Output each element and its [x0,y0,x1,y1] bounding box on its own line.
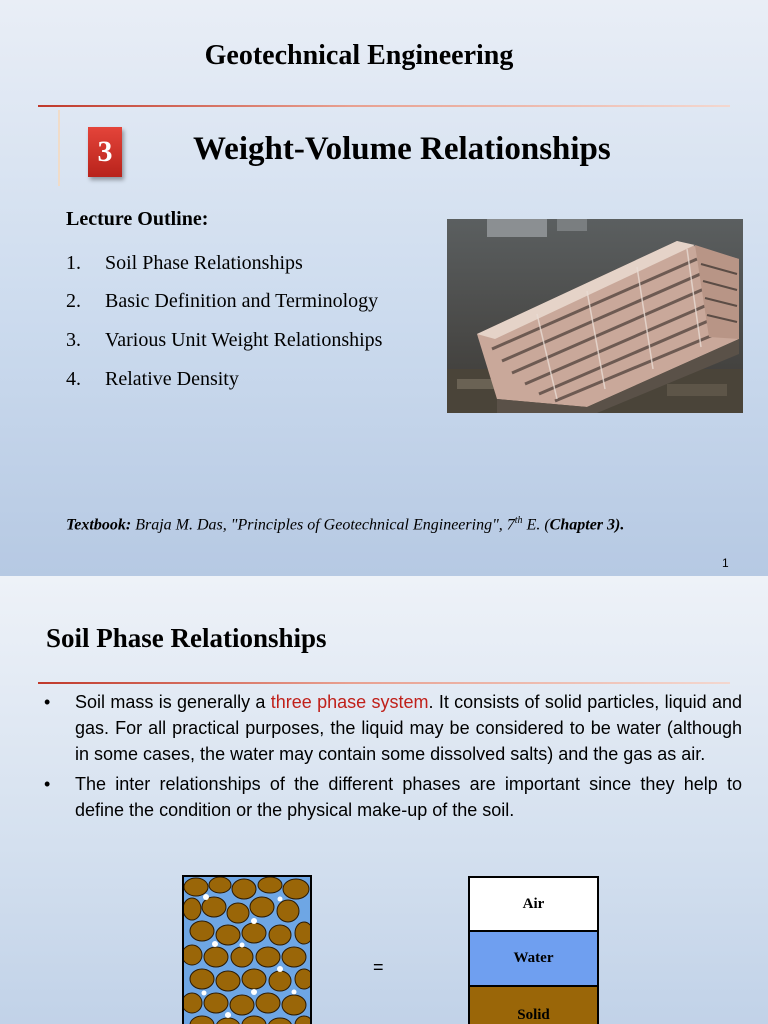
textbook-edition-sup: th [514,515,523,526]
phase-solid [468,985,599,1024]
bullet-text: The inter relationships of the different phases are important since they help to define the condition or the physical make-up of the soil. [75,774,742,820]
outline-item-number: 2. [66,290,81,312]
equals-sign: = [373,957,384,977]
textbook-label: Textbook: [66,516,132,534]
accent-bar [58,110,60,186]
soil-particles-diagram [182,875,312,1024]
slide-2 [0,576,768,1024]
phase-water [468,930,599,987]
bullet-dot: • [44,692,51,712]
outline-item-text: Various Unit Weight Relationships [105,329,383,351]
outline-item [66,290,378,313]
bullet-item [44,689,742,767]
textbook-ref: Braja M. Das, "Principles of Geotechnical Engineering", 7 [131,516,515,534]
outline-item [66,252,303,275]
course-title: Geotechnical Engineering [204,40,514,71]
soil-particles-svg [184,877,310,1024]
bullet-text: Soil mass is generally a [75,692,271,712]
chapter-badge: 3 [88,127,122,177]
textbook-edition: E. ( [522,516,550,534]
outline-item-number: 3. [66,329,81,351]
phase-solid-label: Solid [517,1006,550,1023]
phase-air [468,876,599,932]
phase-water-label: Water [513,950,554,966]
textbook-chapter: Chapter 3 [549,516,616,534]
bullet-list [44,689,742,827]
title-divider [38,105,730,107]
highlight-text: three phase system [270,692,429,712]
outline-item-number: 1. [66,252,81,274]
outline-item-text: Soil Phase Relationships [105,252,303,274]
page-number: 1 [722,556,729,570]
lecture-title: Weight-Volume Relationships [193,131,611,167]
outline-item-text: Basic Definition and Terminology [105,290,379,312]
slide-title: Soil Phase Relationships [46,623,327,653]
outline-item-text: Relative Density [105,368,239,390]
outline-item [66,368,239,391]
bullet-item [44,771,742,823]
title-divider [38,682,730,684]
outline-item-number: 4. [66,368,81,390]
collapsed-building-photo [447,219,743,413]
outline-heading: Lecture Outline: [66,208,209,230]
outline-item [66,329,382,352]
textbook-close: ). [615,516,625,534]
phase-air-label: Air [522,895,545,912]
bullet-text: . It consists of solid particles, liquid and gas. For all practical purposes, the liquid may be considered to be water (although in some cases, the water may contain some dissolved salts) and the gas as air. [75,692,742,764]
bullet-dot: • [44,774,51,794]
textbook-reference [66,515,624,534]
